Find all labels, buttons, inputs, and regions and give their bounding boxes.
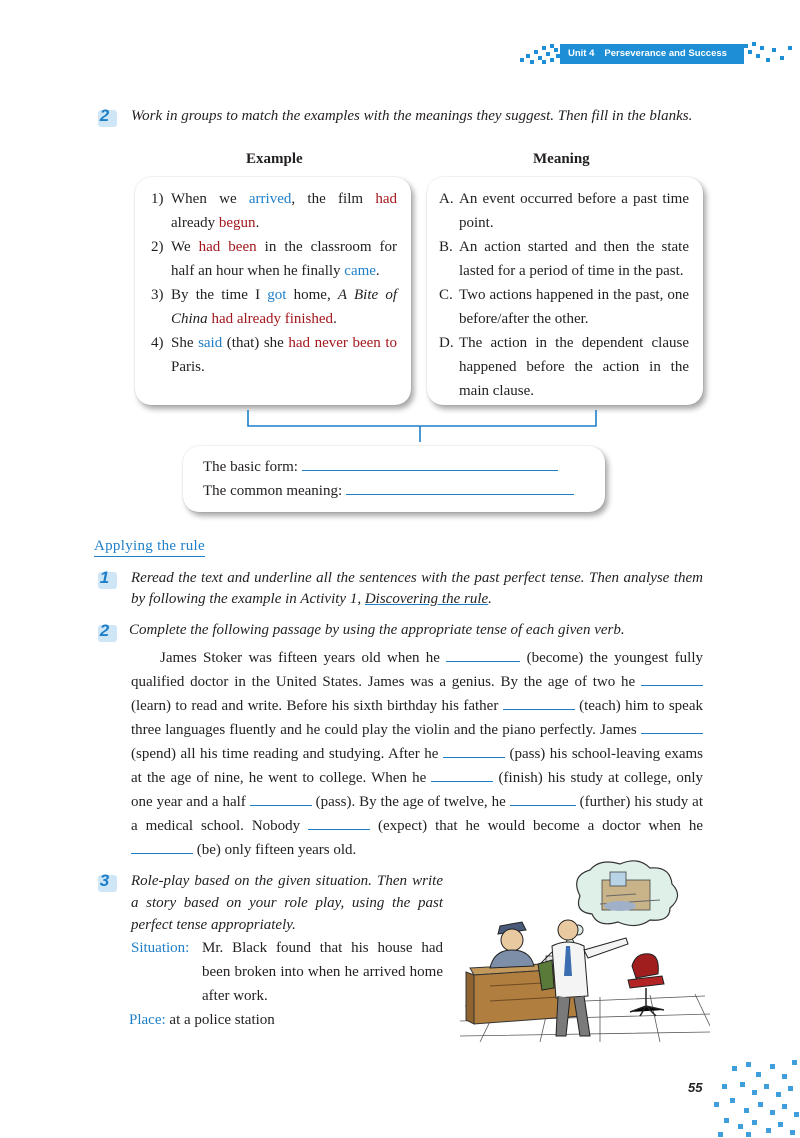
bracket-connector: [240, 408, 602, 448]
activity-instruction: Work in groups to match the examples with the meanings they suggest. Then fill in the blanks.: [131, 108, 693, 124]
example-item: [151, 187, 397, 235]
cloze-passage: James Stoker was fifteen years old when he (become) the youngest fully qualified doctor in the United States. James was a genius. By the age of two he (learn) to read and write. Before his sixth birthday his father (teach) him to speak three languages fluently and he could play the violin and the piano perfectly. James (spend) all his time reading and studying. After he (pass) his school-leaving exams at the age of nine, he went to college. When he (finish) his study at college, only one year and a half (pass). By the age of twelve, he (further) his study at a medical school. Nobody (expect) that he would become a doctor when he (be) only fifteen years old.: [131, 650, 704, 858]
answer-blank[interactable]: [446, 648, 520, 662]
meaning-label: A.: [439, 191, 454, 207]
example-text: She said (that) she had never been to Paris.: [171, 335, 398, 375]
fill-in-card: [183, 446, 605, 512]
common-meaning-blank[interactable]: [346, 481, 574, 495]
unit-header-bar: [560, 44, 744, 64]
common-meaning-label: The common meaning:: [203, 483, 343, 499]
example-label: 1): [151, 191, 164, 207]
policeman-figure: [490, 922, 534, 968]
example-label: 3): [151, 287, 164, 303]
answer-blank[interactable]: [510, 792, 576, 806]
meanings-card: [427, 177, 703, 405]
meaning-text: An action started and then the state lasted for a period of time in the past.: [459, 239, 689, 279]
meaning-text: Two actions happened in the past, one before/after the other.: [459, 287, 689, 327]
unit-title: Perseverance and Success: [604, 48, 727, 59]
activity-number-badge: 2: [95, 107, 117, 127]
meaning-text: An event occurred before a past time point.: [459, 191, 689, 231]
situation-label: Situation:: [131, 940, 190, 956]
basic-form-blank[interactable]: [302, 457, 558, 471]
example-text: When we arrived, the film had already begun.: [171, 191, 397, 231]
meaning-item: [439, 331, 689, 403]
meaning-heading: Meaning: [533, 151, 590, 167]
situation-block: [131, 936, 443, 1008]
place-block: [129, 1008, 275, 1032]
answer-blank[interactable]: [641, 720, 703, 734]
activity3-instruction: Role-play based on the given situation. Then write a story based on your role play, using the past perfect tense appropriately.: [131, 873, 443, 933]
answer-blank[interactable]: [250, 792, 312, 806]
answer-blank[interactable]: [503, 696, 575, 710]
answer-blank[interactable]: [131, 840, 193, 854]
activity1-instruction: Reread the text and underline all the sentences with the past perfect tense. Then analyse them by following the example in Activity 1, Discovering the rule.: [131, 570, 703, 607]
activity-number-badge: 3: [95, 872, 117, 892]
meaning-text: The action in the dependent clause happened before the action in the main clause.: [459, 335, 689, 399]
answer-blank[interactable]: [308, 816, 370, 830]
examples-list: [151, 187, 397, 379]
discovering-rule-reference: Discovering the rule: [364, 591, 489, 607]
meaning-label: B.: [439, 239, 453, 255]
example-item: [151, 283, 397, 331]
situation-text: Mr. Black found that his house had been broken into when he arrived home after work.: [202, 940, 443, 1004]
meaning-item: [439, 187, 689, 235]
section-title-applying-rule: Applying the rule: [94, 538, 205, 554]
answer-blank[interactable]: [431, 768, 493, 782]
example-heading: Example: [246, 151, 303, 167]
page-number: 55: [688, 1080, 703, 1095]
meaning-item: [439, 283, 689, 331]
header-pixel-pattern-right: [744, 42, 800, 66]
header-pixel-pattern-left: [520, 42, 560, 66]
example-label: 4): [151, 335, 164, 351]
answer-blank[interactable]: [443, 744, 505, 758]
meaning-item: [439, 235, 689, 283]
police-station-illustration: [460, 856, 710, 1042]
place-label: Place:: [129, 1012, 166, 1028]
activity-number-badge: 1: [95, 569, 117, 589]
example-text: By the time I got home, A Bite of China had already finished.: [171, 287, 398, 327]
example-text: We had been in the classroom for half an hour when he finally came.: [171, 239, 397, 279]
meaning-label: C.: [439, 287, 453, 303]
footer-pixel-pattern: [712, 1058, 800, 1138]
basic-form-label: The basic form:: [203, 459, 298, 475]
unit-label: Unit 4: [568, 48, 595, 59]
place-text: at a police station: [169, 1012, 275, 1028]
activity2-instruction: Complete the following passage by using the appropriate tense of each given verb.: [129, 622, 625, 638]
example-item: [151, 235, 397, 283]
answer-blank[interactable]: [641, 672, 703, 686]
example-item: [151, 331, 397, 379]
examples-card: [135, 177, 411, 405]
example-label: 2): [151, 239, 164, 255]
activity-number-badge: 2: [95, 622, 117, 642]
meanings-list: [439, 187, 689, 403]
office-chair: [628, 954, 664, 1016]
meaning-label: D.: [439, 335, 454, 351]
